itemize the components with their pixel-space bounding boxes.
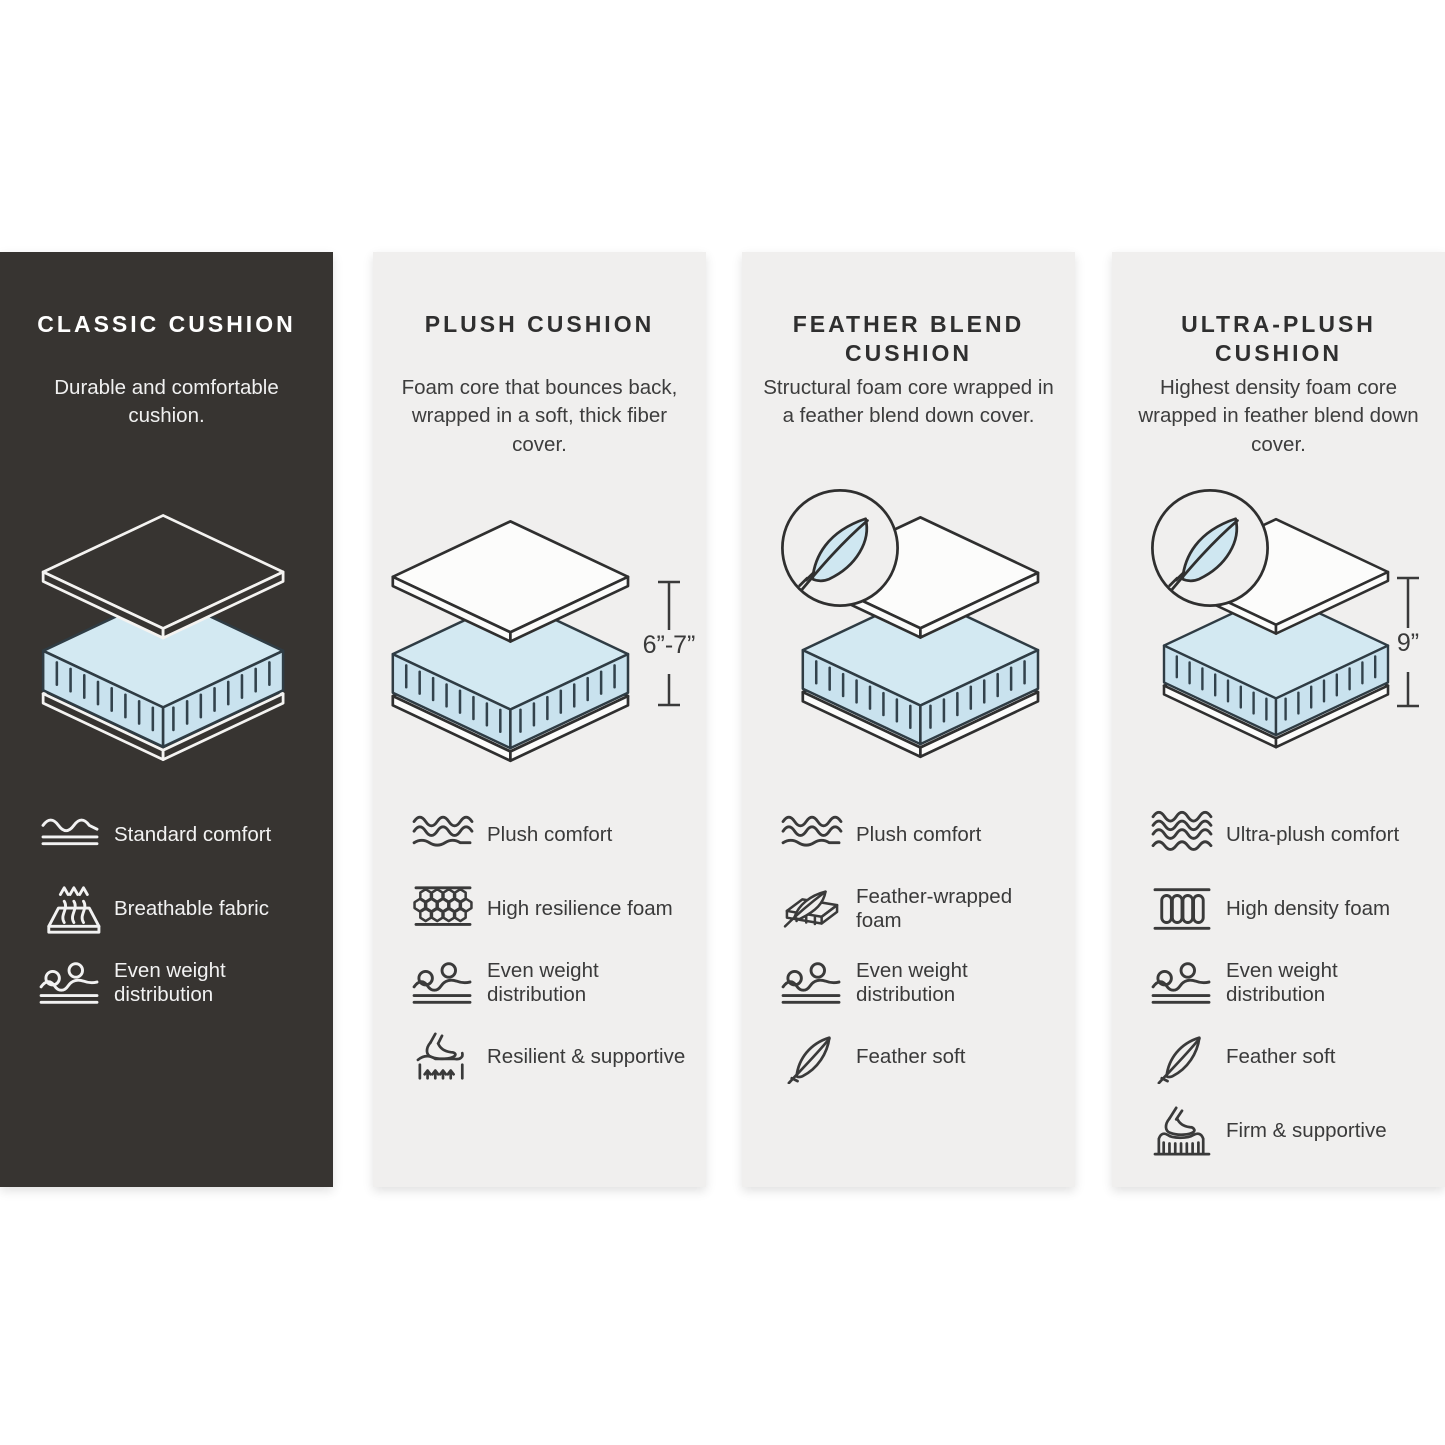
feature-label: Even weight distribution <box>856 958 968 1006</box>
feather-icon <box>774 1030 850 1084</box>
feature-label: Breathable fabric <box>114 896 269 920</box>
feature-item <box>405 956 686 1010</box>
feather-icon <box>1144 1030 1220 1084</box>
feature-list <box>1132 808 1425 1158</box>
feature-label: High resilience foam <box>487 896 673 920</box>
feature-list <box>762 808 1055 1084</box>
cushion-layers-illustration <box>393 521 628 760</box>
feature-item <box>32 956 313 1010</box>
cushion-layers-illustration <box>43 515 283 759</box>
panel-title: FEATHER BLEND CUSHION <box>792 311 1025 366</box>
feather-badge-icon <box>782 490 897 605</box>
feature-label: Feather soft <box>856 1044 966 1068</box>
even-weight-icon <box>774 956 850 1010</box>
cushion-layers-diagram <box>742 490 1075 780</box>
feature-item <box>1144 1104 1425 1158</box>
feather-badge-icon <box>1152 490 1267 605</box>
height-measurement-bracket <box>1397 578 1419 706</box>
feature-item <box>1144 1030 1425 1084</box>
feature-item <box>774 1030 1055 1084</box>
cushion-layers-diagram <box>0 490 333 780</box>
feature-label: Ultra-plush comfort <box>1226 822 1400 846</box>
feature-item <box>405 808 686 862</box>
feature-item <box>32 808 313 862</box>
panel-title: PLUSH CUSHION <box>424 311 655 337</box>
feature-label: Firm & supportive <box>1226 1118 1387 1142</box>
feature-item <box>32 882 313 936</box>
feature-item <box>1144 882 1425 936</box>
feature-item <box>405 1030 686 1084</box>
feature-label: Even weight distribution <box>487 958 599 1006</box>
feature-list <box>20 808 313 1010</box>
waves-icon <box>774 808 850 862</box>
feather-wrapped-foam-icon <box>774 882 850 936</box>
waves-icon <box>405 808 481 862</box>
honeycomb-foam-icon <box>405 882 481 936</box>
height-measurement-bracket <box>643 582 696 705</box>
feature-label: Feather soft <box>1226 1044 1336 1068</box>
feature-item <box>774 808 1055 862</box>
panel-plush-cushion <box>373 252 706 1187</box>
even-weight-icon <box>405 956 481 1010</box>
feature-label: Feather-wrapped foam <box>856 884 1013 932</box>
waves-icon <box>32 808 108 862</box>
waves-icon <box>1144 808 1220 862</box>
feature-item <box>774 882 1055 936</box>
feature-item <box>1144 956 1425 1010</box>
panel-description: Foam core that bounces back, wrapped in a soft, thick fiber cover. <box>401 376 678 456</box>
panel-description: Durable and comfortable cushion. <box>54 376 279 428</box>
high-density-foam-icon <box>1144 882 1220 936</box>
breathable-icon <box>32 882 108 936</box>
feature-label: Even weight distribution <box>1226 958 1338 1006</box>
even-weight-icon <box>32 956 108 1010</box>
panel-title: ULTRA-PLUSH CUSHION <box>1181 311 1376 366</box>
panel-description: Structural foam core wrapped in a feather blend down cover. <box>763 376 1054 428</box>
height-measurement-label: 9” <box>1396 629 1420 657</box>
cushion-layers-diagram <box>373 490 706 780</box>
feature-list <box>393 808 686 1084</box>
feature-label: Plush comfort <box>856 822 982 846</box>
feature-item <box>405 882 686 936</box>
even-weight-icon <box>1144 956 1220 1010</box>
panel-classic-cushion <box>0 252 333 1187</box>
feature-label: Plush comfort <box>487 822 613 846</box>
resilient-icon <box>405 1030 481 1084</box>
feature-label: Standard comfort <box>114 822 272 846</box>
feature-label: High density foam <box>1226 896 1391 920</box>
feature-item <box>774 956 1055 1010</box>
cushion-layers-diagram <box>1112 490 1445 780</box>
feature-item <box>1144 808 1425 862</box>
panel-ultra-plush-cushion <box>1112 252 1445 1187</box>
panel-feather-blend-cushion <box>742 252 1075 1187</box>
panel-title: CLASSIC CUSHION <box>37 311 296 337</box>
panel-description: Highest density foam core wrapped in feather blend down cover. <box>1138 376 1419 456</box>
feature-label: Resilient & supportive <box>487 1044 686 1068</box>
feature-label: Even weight distribution <box>114 958 226 1006</box>
firm-icon <box>1144 1104 1220 1158</box>
height-measurement-label: 6”-7” <box>642 631 696 659</box>
